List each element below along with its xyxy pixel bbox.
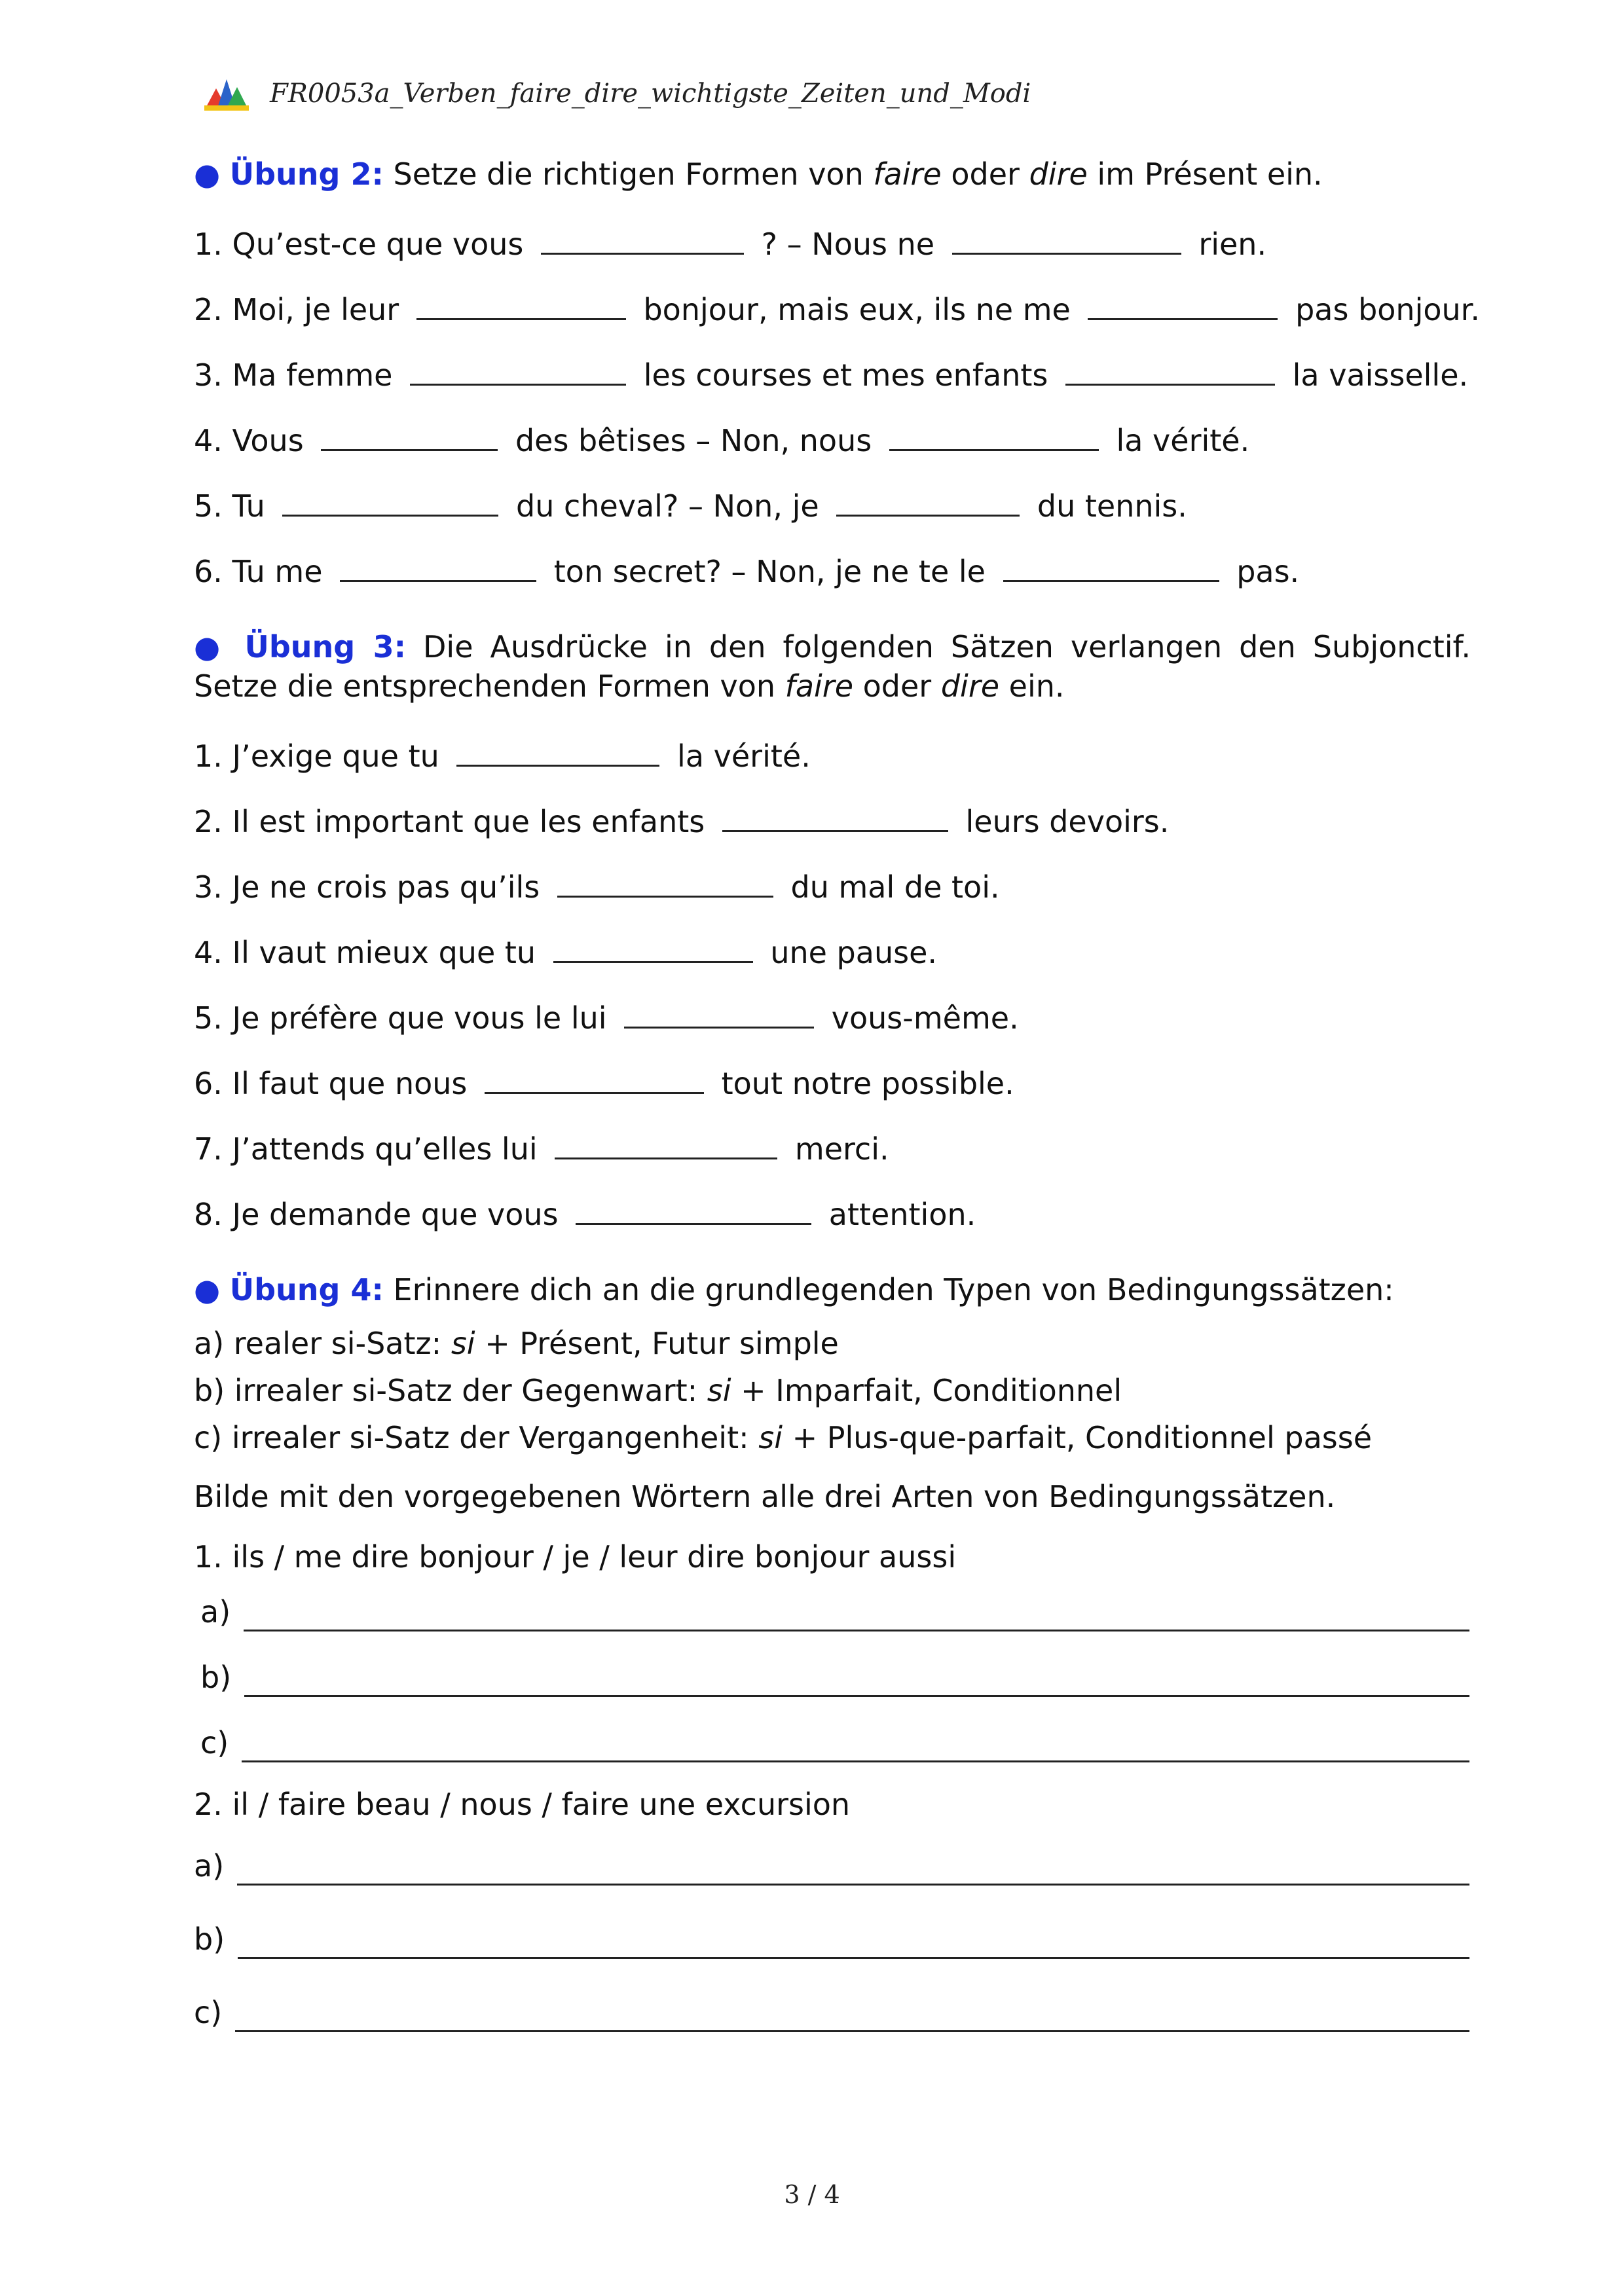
exercise-2-item [194,551,1469,591]
item-text: Il est important que les enfants [232,804,705,839]
answer-blank[interactable] [576,1194,811,1225]
exercise-2-intro-a: Setze die richtigen Formen von [393,156,864,192]
item-text: une pause. [770,935,937,970]
item-text: la vérité. [1116,423,1250,458]
exercise-3-intro-a: Die Ausdrücke in den folgenden Sätzen verlangen den Subjonctif. Setze die entsprechenden Formen von [194,629,1471,704]
item-text: des bêtises – Non, nous [515,423,872,458]
page-number: 3 / 4 [784,2180,840,2209]
item-text: la vaisselle. [1292,357,1469,393]
item-number: 4. [194,423,223,458]
exercise-4-heading [194,1270,1469,1309]
word-oder: oder [951,156,1020,192]
item-text: Vous [232,423,304,458]
answer-line-field[interactable] [237,1853,1469,1886]
item-text: du tennis. [1037,488,1187,524]
item-number: 6. [194,1066,223,1101]
item-number: 2. [194,292,223,327]
item-text: rien. [1198,227,1267,262]
item-number: 5. [194,488,223,524]
exercise-2-heading [194,155,1469,194]
answer-blank[interactable] [416,289,626,320]
item-number: 2. [194,1787,223,1822]
item-text: Je demande que vous [232,1197,559,1232]
item-text: attention. [828,1197,976,1232]
answer-blank[interactable] [1065,355,1275,386]
item-text: bonjour, mais eux, ils ne me [643,292,1071,327]
item-text: pas bonjour. [1295,292,1480,327]
answer-line-field[interactable] [244,1665,1469,1697]
si-type-item [194,1371,1469,1410]
item-text: ton secret? – Non, je ne te le [553,554,986,589]
item-text: merci. [794,1131,889,1167]
verb-dire: dire [1029,156,1088,192]
answer-line [194,1846,1469,1886]
type-text: realer si-Satz: [233,1326,442,1361]
answer-line-label: a) [194,1848,225,1884]
document-title: FR0053a_Verben_faire_dire_wichtigste_Zeiten_und_Modi [270,79,1031,109]
item-text: les courses et mes enfants [643,357,1048,393]
item-number: 7. [194,1131,223,1167]
answer-blank[interactable] [557,867,773,898]
answer-blank[interactable] [836,486,1020,517]
item-text: J’attends qu’elles lui [232,1131,538,1167]
answer-line [194,1993,1469,2032]
answer-blank[interactable] [1088,289,1278,320]
exercise-4-intro: Erinnere dich an die grundlegenden Typen von Bedingungssätzen: [393,1272,1394,1307]
exercise-2-item [194,289,1480,329]
answer-line-field[interactable] [238,1927,1469,1959]
item-text: Je ne crois pas qu’ils [232,869,540,905]
item-text: la vérité. [677,738,811,774]
verb-dire: dire [940,668,1000,704]
answer-blank[interactable] [555,1129,777,1159]
item-text: pas. [1236,554,1300,589]
exercise-3-item [194,1063,1469,1103]
word-oder: oder [862,668,932,704]
document-header [203,73,1031,114]
item-number: 1. [194,227,223,262]
answer-blank[interactable] [624,998,814,1029]
item-number: 3. [194,869,223,905]
item-text: vous-même. [831,1000,1019,1036]
item-text: Tu me [232,554,323,589]
si-type-item [194,1418,1469,1457]
item-text: Je préfère que vous le lui [232,1000,607,1036]
answer-blank[interactable] [889,420,1099,451]
answer-line [200,1592,1469,1631]
prompt-text: il / faire beau / nous / faire une excursion [232,1787,851,1822]
exercise-2-item [194,224,1469,264]
type-letter: b) [194,1373,225,1408]
item-number: 6. [194,554,223,589]
answer-blank[interactable] [282,486,498,517]
item-number: 4. [194,935,223,970]
answer-line [200,1723,1469,1762]
answer-blank[interactable] [485,1063,704,1094]
answer-line-label: b) [200,1660,232,1695]
exercise-2-intro-b: im Présent ein. [1097,156,1323,192]
exercise-3-heading [194,627,1471,706]
item-text: tout notre possible. [721,1066,1014,1101]
answer-blank[interactable] [541,224,744,255]
verb-faire: faire [873,156,942,192]
exercise-2-item [194,355,1469,395]
type-letter: a) [194,1326,225,1361]
answer-blank[interactable] [340,551,536,582]
verb-faire: faire [784,668,854,704]
type-text: + Présent, Futur simple [485,1326,839,1361]
item-text: Tu [232,488,265,524]
logo-icon [203,77,250,111]
exercise-3-item [194,1129,1469,1169]
answer-line-label: b) [194,1922,225,1957]
item-number: 3. [194,357,223,393]
answer-line [194,1920,1469,1959]
type-si: si [451,1326,475,1361]
bullet-icon: ● [194,1272,221,1307]
bullet-icon: ● [194,629,228,665]
item-text: du mal de toi. [790,869,1000,905]
item-text: J’exige que tu [232,738,439,774]
item-text: ? – Nous ne [761,227,935,262]
type-text: + Imparfait, Conditionnel [741,1373,1122,1408]
bullet-icon: ● [194,156,221,192]
exercise-3-intro-b: ein. [1008,668,1065,704]
answer-line-field[interactable] [242,1730,1469,1762]
item-number: 8. [194,1197,223,1232]
item-number: 1. [194,738,223,774]
exercise-3-item [194,867,1469,907]
exercise-4-task: Bilde mit den vorgegebenen Wörtern alle drei Arten von Bedingungssätzen. [194,1479,1336,1514]
item-text: Ma femme [232,357,393,393]
item-number: 2. [194,804,223,839]
answer-line [200,1658,1469,1697]
type-text: irrealer si-Satz der Gegenwart: [234,1373,698,1408]
exercise-3-item [194,1194,1469,1234]
type-letter: c) [194,1420,223,1455]
item-number: 5. [194,1000,223,1036]
answer-blank[interactable] [456,736,659,767]
exercise-4-prompt [194,1537,1469,1576]
answer-line-field[interactable] [244,1599,1469,1631]
answer-line-label: c) [194,1995,223,2030]
exercise-3-label: Übung 3: [244,629,407,665]
type-text: + Plus-que-parfait, Conditionnel passé [792,1420,1372,1455]
item-text: du cheval? – Non, je [516,488,819,524]
answer-line-label: a) [200,1594,231,1630]
exercise-4-prompt [194,1785,1469,1824]
answer-line-label: c) [200,1725,229,1760]
answer-blank[interactable] [553,932,753,963]
exercise-3-item [194,801,1469,841]
type-si: si [758,1420,783,1455]
type-si: si [707,1373,731,1408]
exercise-2-item [194,486,1469,526]
answer-blank[interactable] [321,420,498,451]
answer-line-field[interactable] [235,2000,1469,2032]
item-text: Il faut que nous [232,1066,468,1101]
answer-blank[interactable] [410,355,626,386]
answer-blank[interactable] [952,224,1181,255]
item-text: leurs devoirs. [965,804,1170,839]
exercise-4-label: Übung 4: [229,1272,384,1307]
answer-blank[interactable] [722,801,948,832]
exercise-2-label: Übung 2: [229,156,384,192]
item-text: Qu’est-ce que vous [232,227,524,262]
exercise-3-item [194,932,1469,972]
exercise-3-item [194,736,1469,776]
exercise-3-item [194,998,1469,1038]
item-text: Il vaut mieux que tu [232,935,536,970]
prompt-text: ils / me dire bonjour / je / leur dire bonjour aussi [232,1539,957,1575]
item-number: 1. [194,1539,223,1575]
exercise-2-item [194,420,1469,460]
answer-blank[interactable] [1003,551,1219,582]
si-type-item [194,1324,1469,1363]
item-text: Moi, je leur [232,292,399,327]
type-text: irrealer si-Satz der Vergangenheit: [231,1420,749,1455]
